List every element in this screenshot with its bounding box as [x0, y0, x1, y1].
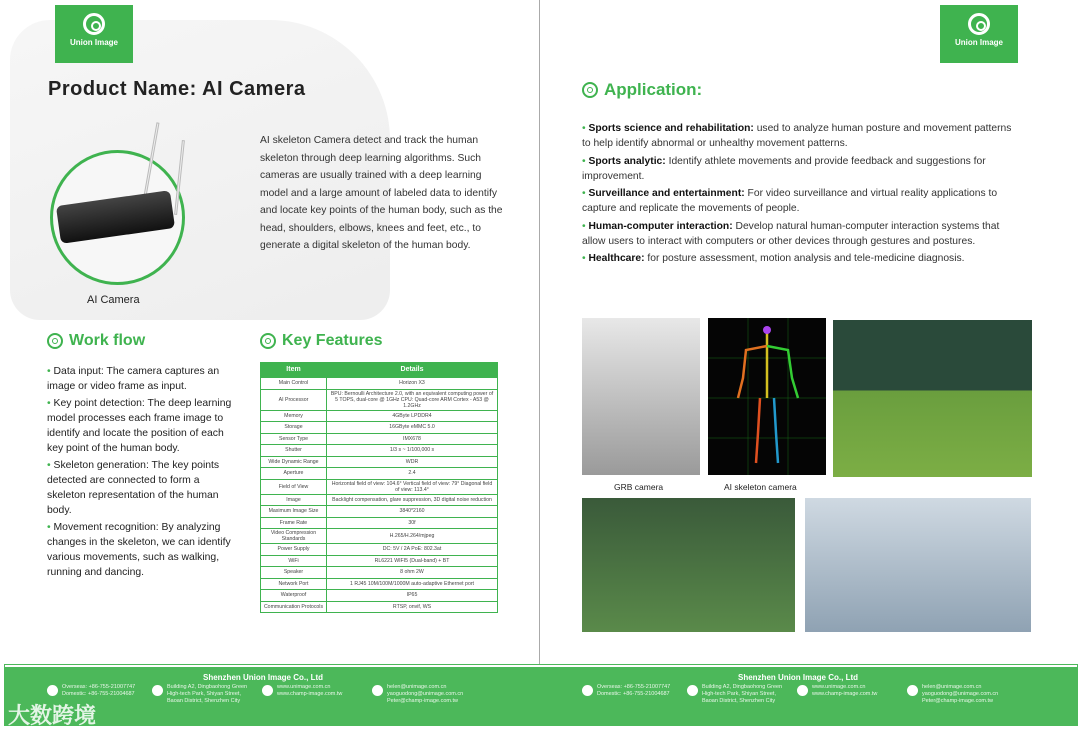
- item-text: used to analyze human posture and movement patterns to help identify abnormal or unhealthy movement patterns.: [582, 123, 1012, 150]
- table-row: [261, 494, 498, 506]
- column-header: Details: [327, 363, 498, 378]
- cell-details: DC: 5V / 2A PoE: 802.3at: [327, 544, 498, 556]
- skeleton-illustration: [708, 318, 826, 475]
- contact-line: Building A2, Dingbaohong Green: [167, 684, 248, 690]
- location-icon: [152, 685, 163, 696]
- cell-item: Storage: [261, 422, 327, 434]
- section-icon: [47, 333, 63, 349]
- application-list: [582, 121, 1022, 269]
- contact-line: Domestic: +86-755-21004687: [597, 691, 670, 697]
- cell-item: Image: [261, 494, 327, 506]
- workflow-heading: [47, 332, 145, 350]
- cell-details: 30f: [327, 517, 498, 529]
- cell-item: Maximum Image Size: [261, 506, 327, 518]
- cell-details: 2.4: [327, 468, 498, 480]
- list-item: • Healthcare: for posture assessment, motion analysis and tele-medicine diagnosis.: [582, 253, 965, 265]
- list-item: • Skeleton generation: The key points detected are connected to form a skeleton representation of the human body.: [47, 460, 220, 516]
- table-row: [261, 590, 498, 602]
- item-label: Healthcare:: [588, 253, 645, 265]
- table-row: [261, 567, 498, 579]
- cell-details: 16GByte eMMC 5.0: [327, 422, 498, 434]
- football-photo: [582, 498, 795, 632]
- cell-details: 3840*2160: [327, 506, 498, 518]
- cell-details: 8 ohm 2W: [327, 567, 498, 579]
- phone-icon: [47, 685, 58, 696]
- logo-text: Union Image: [69, 38, 118, 47]
- table-row: [261, 544, 498, 556]
- application-heading: [582, 80, 702, 100]
- cell-item: Main Control: [261, 378, 327, 390]
- photo-caption: GRB camera: [614, 482, 664, 492]
- item-text: For video surveillance and virtual reality applications to capture and replicate the movements of people.: [582, 188, 998, 215]
- contact-line: Domestic: +86-755-21004687: [62, 691, 135, 697]
- cell-details: Horizon X3: [327, 378, 498, 390]
- table-row: [261, 517, 498, 529]
- item-text: for posture assessment, motion analysis and tele-medicine diagnosis.: [644, 253, 965, 265]
- item-text: Key point detection: The deep learning model processes each frame image to identify and locate the position of each key point of the human body.: [47, 398, 232, 454]
- contact-line: Peter@champ-image.com.tw: [387, 698, 458, 704]
- cell-item: Speaker: [261, 567, 327, 579]
- rgb-camera-photo: [582, 318, 700, 475]
- logo-icon: [968, 13, 990, 35]
- heading-text: Key Features: [282, 332, 383, 349]
- cell-item: WiFi: [261, 555, 327, 567]
- cell-details: Backlight compensation, glare suppression, 3D digital noise reduction: [327, 494, 498, 506]
- features-table: [260, 362, 498, 613]
- contact-line: yaoguodong@unimage.com.cn: [387, 691, 464, 697]
- contact-line: www.unimage.com.cn: [277, 684, 331, 690]
- list-item: • Data input: The camera captures an image or video frame as input.: [47, 366, 220, 392]
- list-item: • Human-computer interaction: Develop natural human-computer interaction systems that allow users to interact with computers or other devices through gestures and postures.: [582, 220, 1000, 248]
- mail-icon: [372, 685, 383, 696]
- features-heading: [260, 332, 383, 350]
- company-name: Shenzhen Union Image Co., Ltd: [738, 673, 858, 682]
- phone-icon: [582, 685, 593, 696]
- logo-text: Union Image: [954, 38, 1003, 47]
- contact-line: www.unimage.com.cn: [812, 684, 866, 690]
- surveillance-photo: [805, 498, 1031, 632]
- mail-icon: [907, 685, 918, 696]
- item-text: Movement recognition: By analyzing changes in the skeleton, we can identify various movements, such as walking, running and dancing.: [47, 522, 231, 578]
- cell-details: 1 RJ45 10M/100M/1000M auto-adaptive Ethernet port: [327, 578, 498, 590]
- cell-item: AI Processor: [261, 389, 327, 410]
- cell-details: 4GByte LPDDR4: [327, 410, 498, 422]
- table-row: [261, 468, 498, 480]
- table-row: [261, 601, 498, 613]
- cell-details: WDR: [327, 456, 498, 468]
- globe-icon: [797, 685, 808, 696]
- cell-item: Frame Rate: [261, 517, 327, 529]
- contact-line: Baoan District, Shenzhen City: [702, 698, 776, 704]
- page-title: Product Name: AI Camera: [48, 78, 306, 100]
- contact-web: [797, 684, 897, 705]
- list-item: • Key point detection: The deep learning model processes each frame image to identify and locate the position of each key point of the human body.: [47, 398, 232, 454]
- item-label: Sports analytic:: [588, 155, 666, 167]
- watermark: 大数跨境: [8, 703, 97, 728]
- globe-icon: [262, 685, 273, 696]
- camera-caption: AI Camera: [87, 294, 140, 306]
- table-row: [261, 433, 498, 445]
- table-row: [261, 410, 498, 422]
- contact-email: [907, 684, 1017, 705]
- heading-text: Application:: [604, 80, 703, 99]
- table-row: [261, 555, 498, 567]
- cell-details: Horizontal field of view: 104.6° Vertical field of view: 79° Diagonal field of view: 113.4°: [327, 479, 498, 494]
- column-header: Item: [261, 363, 327, 378]
- cell-details: RTSP, onvif, WS: [327, 601, 498, 613]
- table-row: [261, 389, 498, 410]
- cell-item: Power Supply: [261, 544, 327, 556]
- item-text: Data input: The camera captures an image or video frame as input.: [47, 366, 220, 392]
- cell-details: 1/3 s ~ 1/100,000 s: [327, 445, 498, 457]
- contact-email: [372, 684, 482, 705]
- contact-web: [262, 684, 362, 705]
- cell-details: IP65: [327, 590, 498, 602]
- cell-item: Communication Protocols: [261, 601, 327, 613]
- skeleton-camera-photo: [708, 318, 826, 475]
- contact-address: [687, 684, 787, 705]
- contact-line: High-tech Park, Shiyan Street,: [167, 691, 241, 697]
- list-item: • Surveillance and entertainment: For video surveillance and virtual reality applications to capture and replicate the movements of people.: [582, 188, 998, 215]
- contact-line: yaoguodong@unimage.com.cn: [922, 691, 999, 697]
- workflow-list: [47, 364, 237, 582]
- item-text: Develop natural human-computer interaction systems that allow users to interact with computers or other devices through gestures and postures.: [582, 220, 1000, 248]
- intro-text: AI skeleton Camera detect and track the human skeleton through deep learning algorithms. Such cameras are usually trained with a deep learning model and a large amount of labeled data to identify and locate key points of the human body, such as the head, shoulders, elbows, knees and feet, etc., to generate a digital skeleton of the human body.: [260, 135, 503, 251]
- table-row: [261, 422, 498, 434]
- cell-item: Aperture: [261, 468, 327, 480]
- section-icon: [582, 82, 598, 98]
- item-label: Human-computer interaction:: [588, 220, 733, 232]
- tennis-photo: [833, 320, 1032, 477]
- cell-item: Memory: [261, 410, 327, 422]
- photo-caption: AI skeleton camera: [724, 482, 797, 492]
- contact-info: [582, 684, 1017, 705]
- item-label: Sports science and rehabilitation:: [588, 123, 754, 134]
- cell-item: Sensor Type: [261, 433, 327, 445]
- contact-line: www.champ-image.com.tw: [812, 691, 878, 697]
- cell-details: IMX678: [327, 433, 498, 445]
- contact-line: High-tech Park, Shiyan Street,: [702, 691, 776, 697]
- item-text: Identify athlete movements and provide feedback and suggestions for improvement.: [582, 155, 986, 182]
- cell-details: RL6221 WIFI5 (Dual-band) + BT: [327, 555, 498, 567]
- table-row: [261, 456, 498, 468]
- page-divider: [539, 0, 540, 665]
- logo: [55, 5, 133, 63]
- cell-item: Field of View: [261, 479, 327, 494]
- contact-line: helen@unimage.com.cn: [922, 684, 982, 690]
- table-row: [261, 378, 498, 390]
- contact-phone: [47, 684, 142, 705]
- table-row: [261, 529, 498, 544]
- table-row: [261, 578, 498, 590]
- cell-item: Network Port: [261, 578, 327, 590]
- contact-info: [47, 684, 482, 705]
- table-row: [261, 445, 498, 457]
- cell-item: Video Compression Standards: [261, 529, 327, 544]
- cell-item: Shutter: [261, 445, 327, 457]
- contact-line: Baoan District, Shenzhen City: [167, 698, 241, 704]
- list-item: • Sports analytic: Identify athlete movements and provide feedback and suggestions for improvement.: [582, 155, 986, 182]
- heading-text: Work flow: [69, 332, 146, 349]
- company-name: Shenzhen Union Image Co., Ltd: [203, 673, 323, 682]
- contact-line: Peter@champ-image.com.tw: [922, 698, 993, 704]
- contact-line: Building A2, Dingbaohong Green: [702, 684, 783, 690]
- contact-line: Overseas: +86-755-21007747: [62, 684, 136, 690]
- cell-item: Waterproof: [261, 590, 327, 602]
- cell-details: H.265/H.264/mjpeg: [327, 529, 498, 544]
- list-item: • Sports science and rehabilitation: used to analyze human posture and movement patterns to help identify abnormal or unhealthy movement patterns.: [582, 123, 1012, 150]
- contact-line: helen@unimage.com.cn: [387, 684, 447, 690]
- table-row: [261, 506, 498, 518]
- contact-line: www.champ-image.com.tw: [277, 691, 343, 697]
- section-icon: [260, 333, 276, 349]
- table-row: [261, 479, 498, 494]
- logo: [940, 5, 1018, 63]
- contact-address: [152, 684, 252, 705]
- cell-details: BPU: Bernoulli Architecture 2.0, with an equivalent computing power of 5 TOPS, dual-core @ 1GHz CPU: Quad-core ARM Cortex - A53 @ 1.2GHz: [327, 389, 498, 410]
- contact-phone: [582, 684, 677, 705]
- item-label: Surveillance and entertainment:: [588, 188, 745, 200]
- location-icon: [687, 685, 698, 696]
- item-text: Skeleton generation: The key points detected are connected to form a skeleton representation of the human body.: [47, 460, 220, 516]
- cell-item: Wide Dynamic Range: [261, 456, 327, 468]
- list-item: • Movement recognition: By analyzing changes in the skeleton, we can identify various movements, such as walking, running and dancing.: [47, 522, 231, 578]
- logo-icon: [83, 13, 105, 35]
- contact-line: Overseas: +86-755-21007747: [597, 684, 671, 690]
